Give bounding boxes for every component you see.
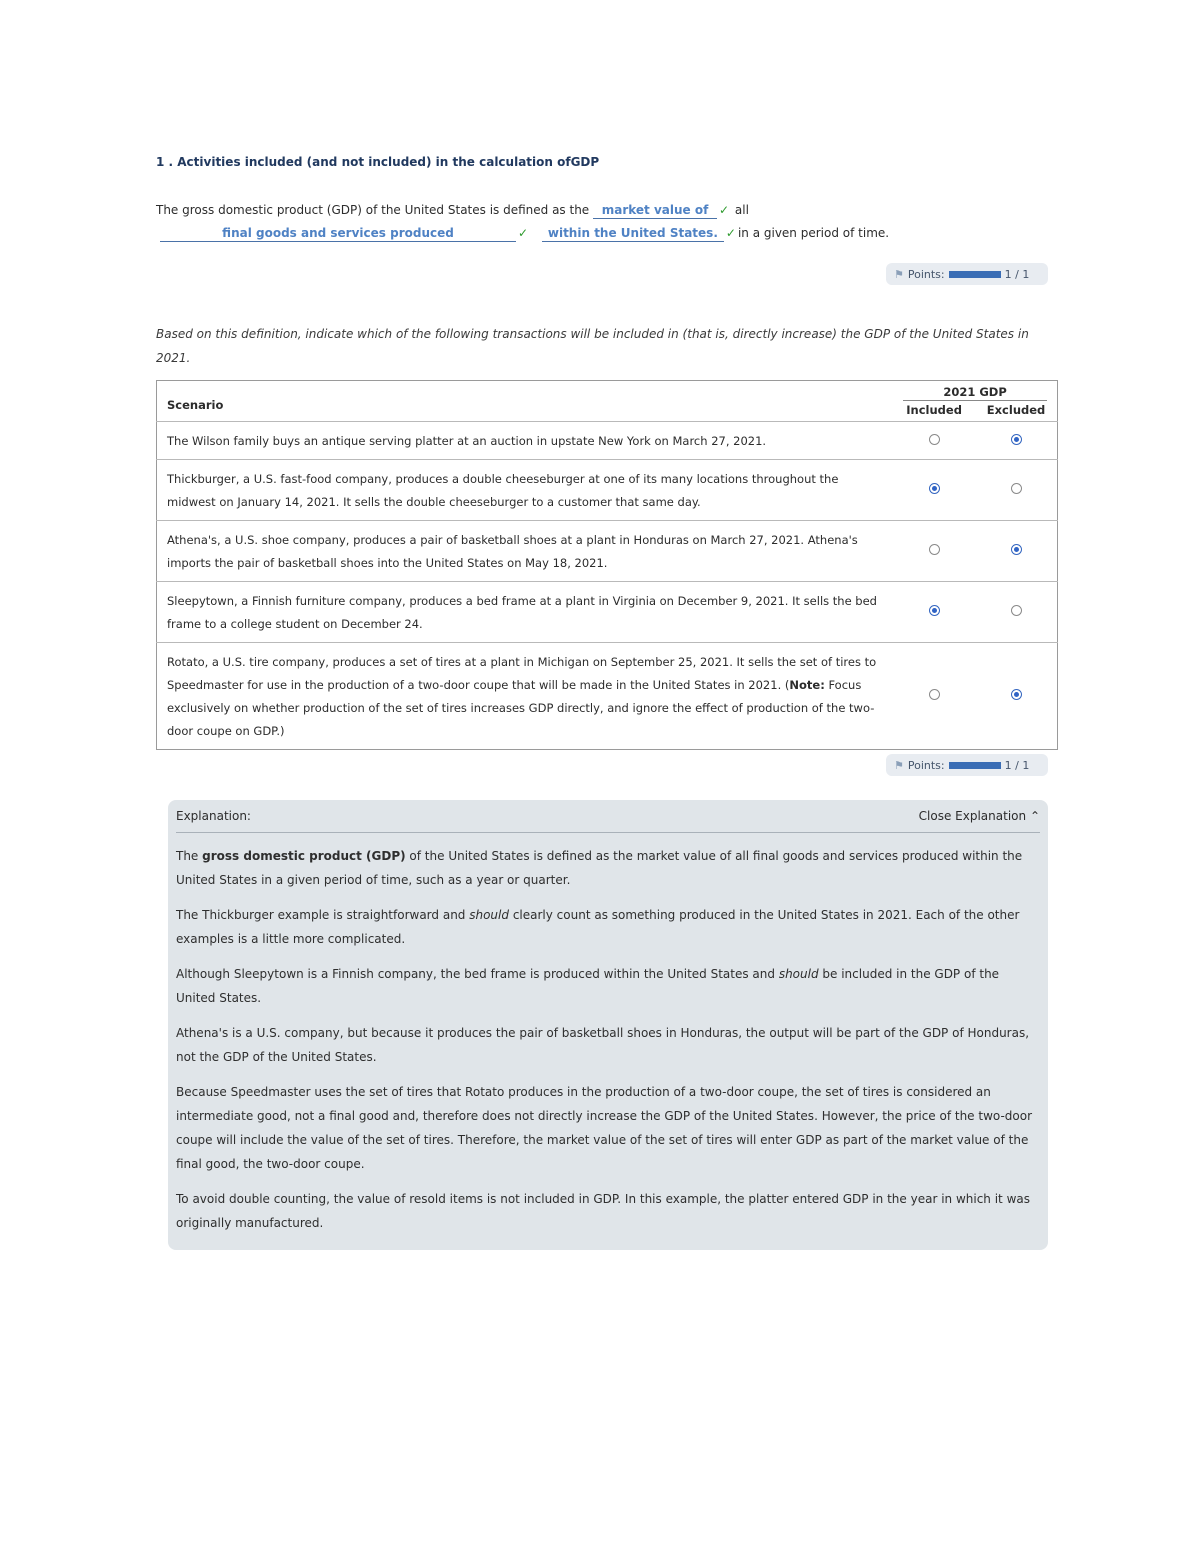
- points-indicator: [886, 754, 1048, 776]
- explanation-body: [176, 844, 1036, 1246]
- radio-included[interactable]: [929, 434, 940, 445]
- explanation-label: Explanation:: [176, 809, 251, 823]
- points-indicator: [886, 263, 1048, 285]
- explanation-paragraph: The gross domestic product (GDP) of the United States is defined as the market value of all final goods and services produced within the United States in a given period of time, such as a year or quarter.: [176, 849, 1023, 887]
- scenario-text: Sleepytown, a Finnish furniture company, produces a bed frame at a plant in Virginia on December 9, 2021. It sells the bed frame to a college student on December 24.: [157, 582, 894, 643]
- header-group: 2021 GDP: [893, 381, 1057, 403]
- scenario-text: Athena's, a U.S. shoe company, produces a pair of basketball shoes at a plant in Honduras on March 27, 2021. Athena's imports the pair of basketball shoes into the United States on May 18, 2021.: [157, 521, 894, 582]
- radio-excluded[interactable]: [1011, 689, 1022, 700]
- radio-included[interactable]: [929, 544, 940, 555]
- radio-included[interactable]: [929, 689, 940, 700]
- points-value: 1 / 1: [1004, 267, 1030, 281]
- definition-line-2: [160, 225, 889, 242]
- radio-excluded[interactable]: [1011, 544, 1022, 555]
- blank-market-value[interactable]: market value of: [593, 202, 717, 219]
- blank-final-goods[interactable]: final goods and services produced: [160, 225, 516, 242]
- note-text: Focus exclusively on whether production of the set of tires increases GDP directly, and ignore the effect of production of the two-door coupe on GDP.): [167, 678, 875, 738]
- points-label: Points:: [907, 267, 945, 281]
- definition-text-post: in a given period of time.: [737, 226, 890, 240]
- points-value: 1 / 1: [1004, 758, 1030, 772]
- radio-excluded[interactable]: [1011, 434, 1022, 445]
- close-explanation-button[interactable]: Close Explanation ⌃: [918, 809, 1040, 823]
- explanation-paragraph: Athena's is a U.S. company, but because it produces the pair of basketball shoes in Honduras, the output will be part of the GDP of Honduras, not the GDP of the United States.: [176, 1026, 1030, 1064]
- check-icon: ✓: [719, 203, 730, 217]
- chevron-up-icon: ⌃: [1029, 809, 1040, 823]
- header-included: Included: [906, 403, 962, 417]
- points-bar: [949, 271, 1001, 278]
- flag-icon: ⚑: [894, 758, 904, 772]
- table-row: [157, 521, 1058, 582]
- table-row: [157, 460, 1058, 521]
- blank-within-us[interactable]: within the United States.: [542, 225, 724, 242]
- radio-excluded[interactable]: [1011, 483, 1022, 494]
- header-excluded: Excluded: [986, 403, 1046, 417]
- definition-text-pre: The gross domestic product (GDP) of the United States is defined as the: [156, 203, 590, 217]
- definition-line-1: [156, 202, 749, 219]
- note-label: Note:: [789, 678, 825, 692]
- definition-text-all: all: [734, 203, 749, 217]
- explanation-panel: [168, 800, 1048, 1250]
- points-bar: [949, 762, 1001, 769]
- points-label: Points:: [907, 758, 945, 772]
- check-icon: ✓: [518, 226, 529, 240]
- table-row: [157, 422, 1058, 460]
- explanation-header: [176, 800, 1040, 833]
- question-prompt: Based on this definition, indicate which of the following transactions will be included in (that is, directly increase) the GDP of the United States in 2021.: [156, 327, 1029, 365]
- explanation-paragraph: The Thickburger example is straightforward and should clearly count as something produced in the United States in 2021. Each of the other examples is a little more complicated.: [176, 908, 1020, 946]
- gdp-table: [156, 380, 1058, 750]
- explanation-paragraph: Because Speedmaster uses the set of tires that Rotato produces in the production of a two-door coupe, the set of tires is considered an intermediate good, not a final good and, therefore does not directly increase the GDP of the United States. However, the price of the two-door coupe will include the value of the set of tires. Therefore, the market value of the set of tires will enter GDP as part of the market value of the final good, the two-door coupe.: [176, 1085, 1033, 1171]
- explanation-paragraph: Although Sleepytown is a Finnish company, the bed frame is produced within the United States and should be included in the GDP of the United States.: [176, 967, 1000, 1005]
- radio-included[interactable]: [929, 605, 940, 616]
- table-row: [157, 643, 1058, 750]
- scenario-text: Thickburger, a U.S. fast-food company, produces a double cheeseburger at one of its many locations throughout the midwest on January 14, 2021. It sells the double cheeseburger to a customer that same day.: [157, 460, 894, 521]
- question-title: 1 . Activities included (and not included) in the calculation ofGDP: [156, 155, 600, 169]
- radio-excluded[interactable]: [1011, 605, 1022, 616]
- explanation-paragraph: To avoid double counting, the value of resold items is not included in GDP. In this example, the platter entered GDP in the year in which it was originally manufactured.: [176, 1192, 1030, 1230]
- header-scenario: Scenario: [167, 398, 224, 412]
- flag-icon: ⚑: [894, 267, 904, 281]
- scenario-text: Rotato, a U.S. tire company, produces a set of tires at a plant in Michigan on September 25, 2021. It sells the set of tires to Speedmaster for use in the production of a two-door coupe that will be made in the United States in 2021. (Note: Focus exclusively on whether production of the set of tires increases GDP directly, and ignore the effect of production of the two-door coupe on GDP.): [157, 643, 894, 750]
- table-row: [157, 582, 1058, 643]
- radio-included[interactable]: [929, 483, 940, 494]
- check-icon: ✓: [725, 226, 736, 240]
- scenario-text: The Wilson family buys an antique serving platter at an auction in upstate New York on March 27, 2021.: [157, 422, 894, 460]
